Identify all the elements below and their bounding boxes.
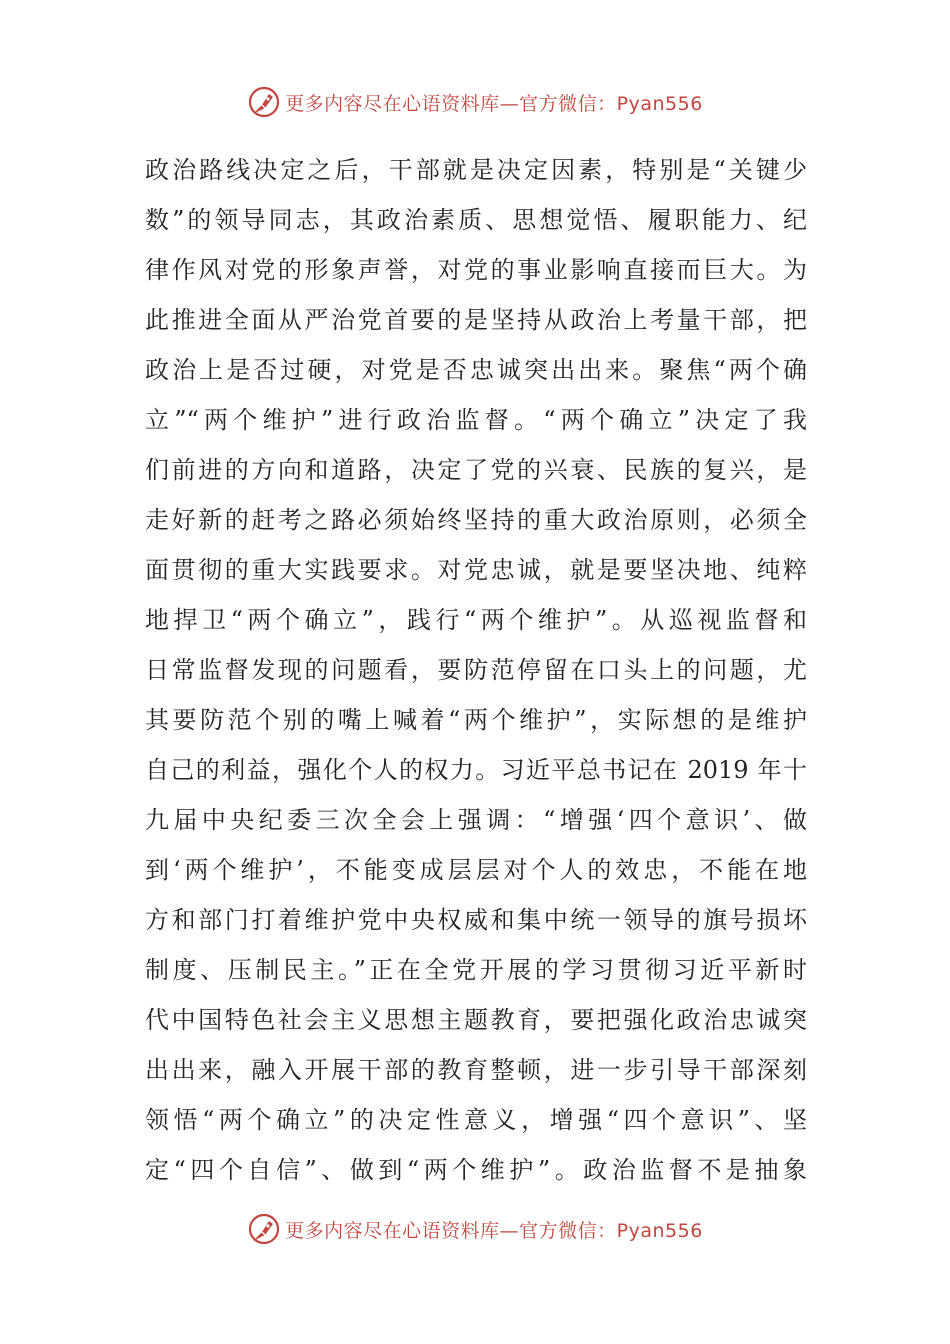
document-body xyxy=(145,145,807,1195)
text-line: 定“四个自信”、做到“两个维护”。政治监督不是抽象 xyxy=(145,1156,807,1184)
wechat-id: Pyan556 xyxy=(616,1219,703,1242)
text-line: 地捍卫“两个确立”，践行“两个维护”。从巡视监督和 xyxy=(145,606,807,634)
text-line: 数”的领导同志，其政治素质、思想觉悟、履职能力、纪 xyxy=(145,206,807,234)
text-line: 九届中央纪委三次全会上强调：“增强‘四个意识’、做 xyxy=(145,806,807,834)
footer-watermark xyxy=(0,1209,950,1249)
text-line: 面贯彻的重大实践要求。对党忠诚，就是要坚决地、纯粹 xyxy=(145,556,807,584)
text-line: 们前进的方向和道路，决定了党的兴衰、民族的复兴，是 xyxy=(145,456,807,484)
text-line: 走好新的赶考之路必须始终坚持的重大政治原则，必须全 xyxy=(145,506,807,534)
text-line: 领悟“两个确立”的决定性意义，增强“四个意识”、坚 xyxy=(145,1106,807,1134)
text-line: 出出来，融入开展干部的教育整顿，进一步引导干部深刻 xyxy=(145,1056,807,1084)
text-line: 政治路线决定之后，干部就是决定因素，特别是“关键少 xyxy=(145,156,807,184)
text-line: 日常监督发现的问题看，要防范停留在口头上的问题，尤 xyxy=(145,656,807,684)
watermark-text: 更多内容尽在心语资料库—官方微信：Pyan556 xyxy=(285,92,703,115)
wechat-id: Pyan556 xyxy=(616,92,703,115)
text-line: 立”“两个维护”进行政治监督。“两个确立”决定了我 xyxy=(145,406,807,434)
text-line: 政治上是否过硬，对党是否忠诚突出出来。聚焦“两个确 xyxy=(145,356,807,384)
header-watermark xyxy=(0,82,950,122)
pen-nib-logo-icon xyxy=(247,85,281,119)
text-line: 制度、压制民主。”正在全党开展的学习贯彻习近平新时 xyxy=(145,956,807,984)
text-line: 此推进全面从严治党首要的是坚持从政治上考量干部，把 xyxy=(145,306,807,334)
text-line: 方和部门打着维护党中央权威和集中统一领导的旗号损坏 xyxy=(145,906,807,934)
pen-nib-logo-icon xyxy=(247,1212,281,1246)
text-line: 到‘两个维护’，不能变成层层对个人的效忠，不能在地 xyxy=(145,856,807,884)
text-line: 其要防范个别的嘴上喊着“两个维护”，实际想的是维护 xyxy=(145,706,807,734)
text-line: 自己的利益，强化个人的权力。习近平总书记在 2019 年十 xyxy=(145,756,807,784)
watermark-text: 更多内容尽在心语资料库—官方微信：Pyan556 xyxy=(285,1219,703,1242)
text-line: 律作风对党的形象声誉，对党的事业影响直接而巨大。为 xyxy=(145,256,807,284)
text-line: 代中国特色社会主义思想主题教育，要把强化政治忠诚突 xyxy=(145,1006,807,1034)
